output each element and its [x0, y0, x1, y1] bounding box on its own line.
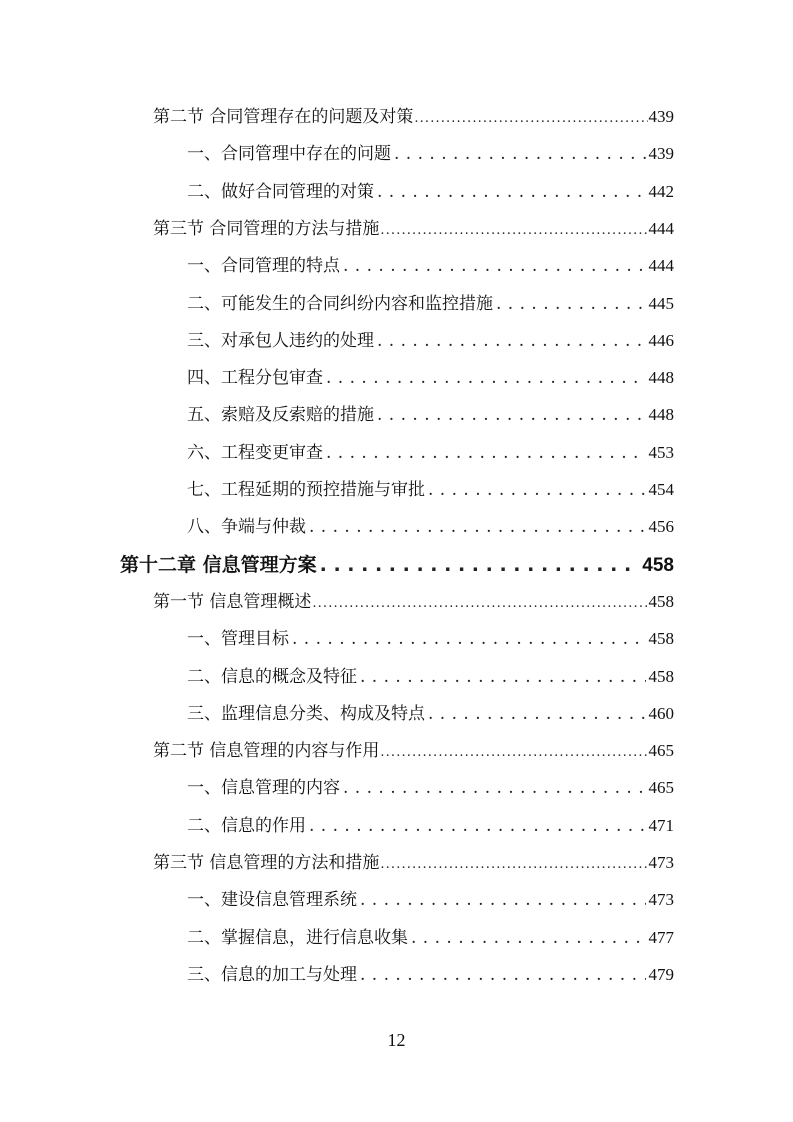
dot-leader [343, 251, 646, 281]
toc-entry-title: 二、做好合同管理的对策 [187, 181, 374, 202]
toc-item-row[interactable] [187, 923, 674, 953]
toc-entry-title: 第二节 信息管理的内容与作用 [153, 741, 380, 762]
toc-entry-page: 473 [648, 890, 674, 910]
toc-item-row[interactable] [187, 363, 674, 393]
toc-entry-title: 一、信息管理的内容 [187, 778, 340, 799]
toc-entry-title: 第二节 合同管理存在的问题及对策 [153, 107, 414, 127]
dot-leader [309, 811, 646, 841]
toc-entry-page: 465 [648, 778, 674, 798]
toc-entry-title: 一、管理目标 [187, 629, 289, 650]
toc-entry-page: 458 [648, 591, 674, 611]
toc-entry-page: 448 [648, 368, 674, 388]
toc-entry-page: 473 [648, 853, 674, 872]
toc-section-row[interactable] [153, 102, 674, 132]
dot-leader [411, 923, 646, 953]
dot-leader [360, 662, 646, 692]
toc-entry-page: 439 [648, 107, 674, 126]
toc-entry-page: 456 [648, 517, 674, 537]
toc-entry-title: 七、工程延期的预控措施与审批 [187, 480, 425, 500]
toc-item-row[interactable] [187, 662, 674, 692]
toc-entry-title: 一、建设信息管理系统 [187, 890, 357, 911]
dot-leader [394, 139, 646, 169]
toc-section-row[interactable] [153, 848, 674, 878]
toc-entry-page: 444 [648, 218, 674, 238]
toc-entry-page: 445 [648, 293, 674, 313]
dot-leader [377, 400, 646, 430]
dot-leader [380, 850, 647, 880]
dot-leader [380, 216, 647, 246]
toc-item-row[interactable] [187, 475, 674, 505]
toc-entry-page: 471 [648, 815, 674, 835]
dot-leader [377, 177, 646, 207]
toc-entry-page: 453 [648, 442, 674, 462]
dot-leader [428, 475, 646, 505]
toc-entry-page: 442 [648, 181, 674, 201]
toc-item-row[interactable] [187, 624, 674, 654]
toc-entry-page: 458 [642, 554, 674, 576]
dot-leader [343, 773, 646, 803]
toc-item-row[interactable] [187, 699, 674, 729]
dot-leader [360, 885, 646, 915]
toc-entry-title: 三、对承包人违约的处理 [187, 330, 374, 351]
toc-entry-title: 一、合同管理的特点 [187, 256, 340, 277]
dot-leader [377, 326, 646, 356]
dot-leader [309, 512, 646, 542]
toc-entry-page: 479 [648, 964, 674, 984]
toc-entry-page: 446 [648, 330, 674, 350]
dot-leader [428, 699, 646, 729]
toc-entry-title: 一、合同管理中存在的问题 [187, 144, 391, 165]
toc-entry-title: 八、争端与仲裁 [187, 517, 306, 538]
toc-entry-page: 477 [648, 927, 674, 947]
toc-section-row[interactable] [153, 736, 674, 766]
toc-entry-title: 二、信息的作用 [187, 815, 306, 836]
toc-item-row[interactable] [187, 289, 674, 319]
dot-leader [496, 289, 646, 319]
toc-entry-page: 439 [648, 144, 674, 164]
toc-item-row[interactable] [187, 512, 674, 542]
toc-entry-title: 第十二章 信息管理方案 [120, 553, 317, 576]
toc-item-row[interactable] [187, 773, 674, 803]
toc-item-row[interactable] [187, 400, 674, 430]
toc-item-row[interactable] [187, 885, 674, 915]
toc-item-row[interactable] [187, 251, 674, 281]
toc-entry-title: 三、信息的加工与处理 [187, 964, 357, 985]
dot-leader [326, 363, 646, 393]
toc-entry-page: 454 [648, 480, 674, 499]
toc-entry-title: 第三节 信息管理的方法和措施 [153, 853, 380, 873]
dot-leader [360, 960, 646, 990]
toc-entry-page: 458 [648, 666, 674, 686]
toc-entry-title: 二、可能发生的合同纠纷内容和监控措施 [187, 293, 493, 314]
toc-section-row[interactable] [153, 587, 674, 617]
toc-item-row[interactable] [187, 438, 674, 468]
toc-section-row[interactable] [153, 214, 674, 244]
toc-item-row[interactable] [187, 811, 674, 841]
toc-entry-title: 五、索赔及反索赔的措施 [187, 405, 374, 426]
toc-item-row[interactable] [187, 139, 674, 169]
toc-entry-title: 第三节 合同管理的方法与措施 [153, 218, 380, 239]
toc-entry-title: 四、工程分包审查 [187, 368, 323, 389]
dot-leader [414, 104, 647, 134]
toc-item-row[interactable] [187, 960, 674, 990]
dot-leader [380, 738, 647, 768]
toc-item-row[interactable] [187, 177, 674, 207]
toc-entry-title: 二、信息的概念及特征 [187, 666, 357, 687]
toc-entry-page: 465 [648, 741, 674, 761]
toc-entry-title: 三、监理信息分类、构成及特点 [187, 703, 425, 724]
toc-entry-page: 460 [648, 703, 674, 723]
toc-entry-title: 第一节 信息管理概述 [153, 591, 312, 612]
dot-leader [312, 589, 647, 619]
page-number: 12 [387, 1030, 406, 1050]
toc-entry-page: 448 [648, 405, 674, 425]
toc-entry-title: 二、掌握信息，进行信息收集 [187, 927, 408, 948]
toc-entry-title: 六、工程变更审查 [187, 442, 323, 463]
toc-chapter-row[interactable] [120, 550, 674, 580]
dot-leader [292, 624, 646, 654]
toc-item-row[interactable] [187, 326, 674, 356]
toc-entry-page: 458 [648, 629, 674, 649]
dot-leader [320, 550, 640, 580]
toc-entry-page: 444 [648, 256, 674, 276]
dot-leader [326, 438, 646, 468]
